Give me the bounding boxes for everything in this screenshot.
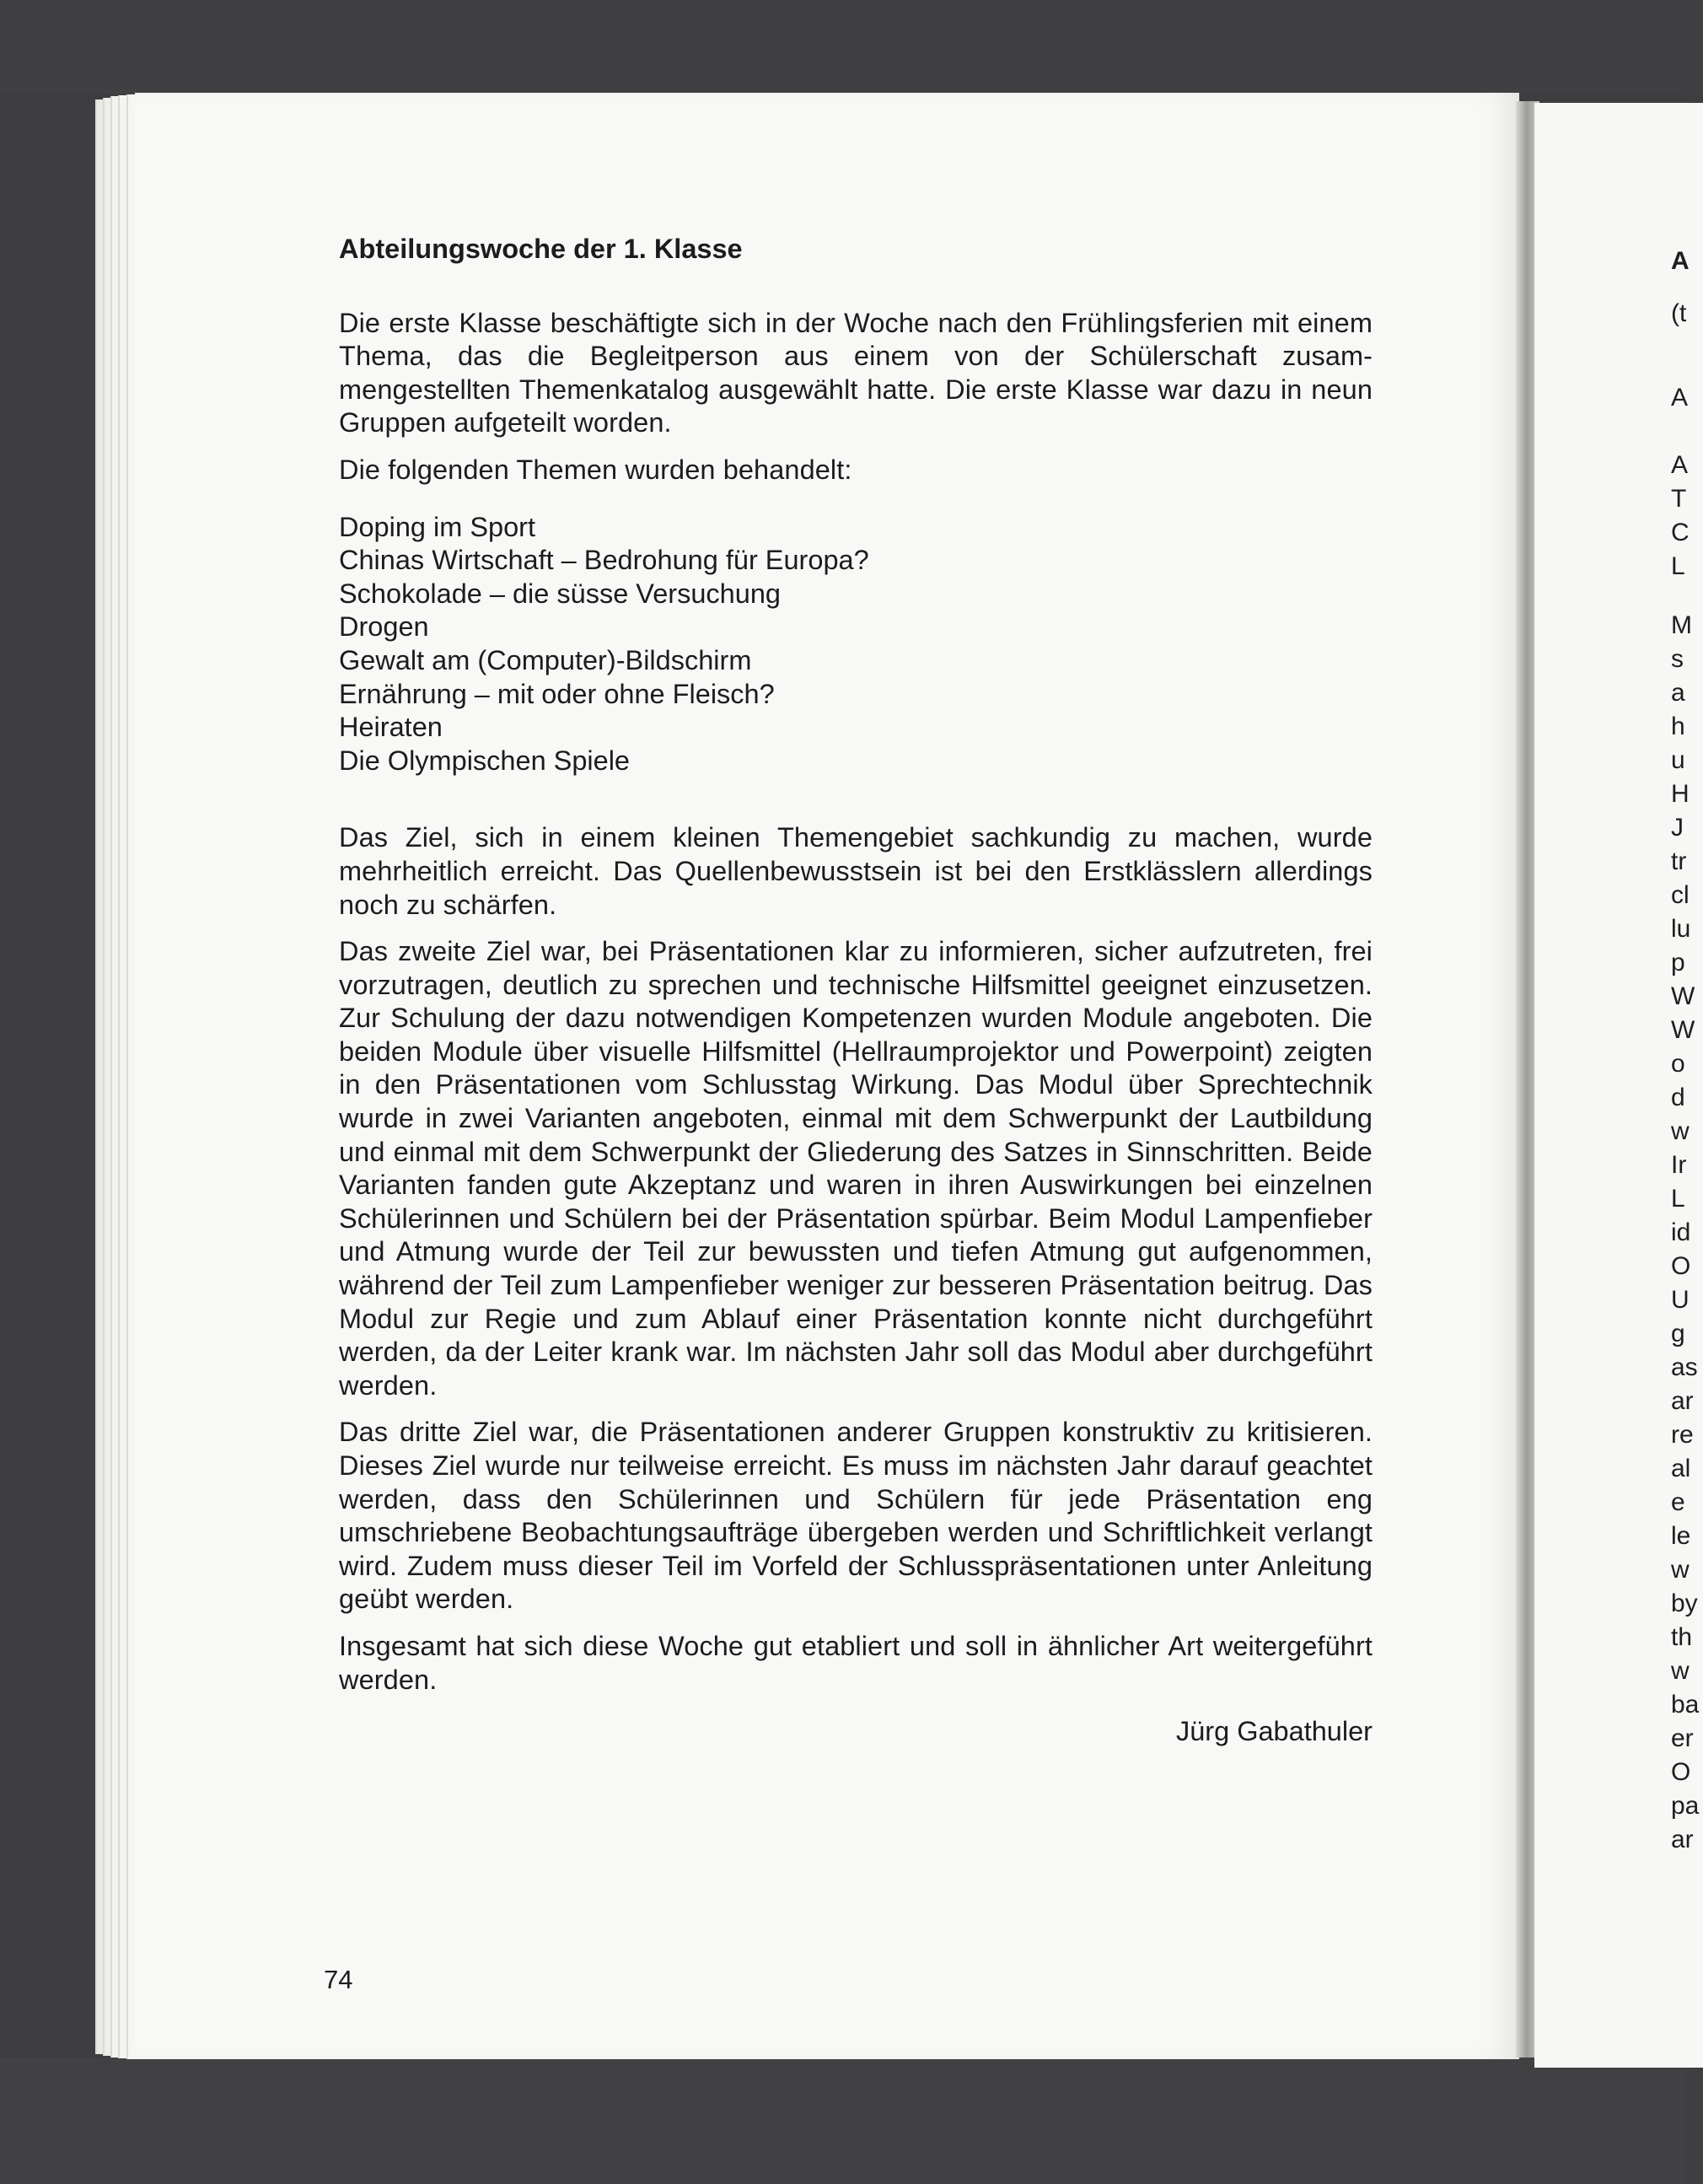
facing-page-fragment: w [1671,1117,1690,1145]
author-signature: Jürg Gabathuler [1175,1716,1373,1747]
facing-page-fragment: e [1671,1488,1685,1516]
facing-page-fragment: er [1671,1724,1694,1752]
topic-item: Heiraten [339,712,443,743]
topic-item: Chinas Wirtschaft – Bedrohung für Europa? [339,545,869,576]
facing-page-fragment: w [1671,1556,1690,1584]
facing-page-fragment: Ir [1671,1151,1687,1179]
facing-page-fragment: lu [1671,915,1691,943]
facing-page-fragment: tr [1671,847,1687,875]
topic-item: Die Olympischen Spiele [339,745,631,776]
topic-item: Gewalt am (Computer)-Bildschirm [339,644,752,675]
facing-page-fragment: H [1671,780,1690,808]
facing-page-fragment: by [1671,1590,1698,1617]
goal2-paragraph: Das zweite Ziel war, bei Präsentationen klar zu informieren, sicher aufzutreten, frei vorzutragen, deutlich zu sprechen und technische Hilfsmittel geeignet einzusetzen. Zur Schulung der dazu notwendigen Kompetenzen wurden Module angeboten. Die beiden Module über visuelle Hilfsmittel (Hellraumprojektor und Powerpoint) zeigten in den Präsentationen vom Schlusstag Wirkung. Das Modul über Sprechtechnik wurde in zwei Varianten angeboten, einmal mit dem Schwerpunkt der Lautbildung und einmal mit dem Schwerpunkt der Gliederung des Satzes in Sinnschritten. Beide Varianten fanden gute Akzeptanz und waren in ihren Auswirkungen bei einzelnen Schülerinnen und Schülern bei der Präsentation spürbar. Beim Modul Lampenfieber und Atmung wurde der Teil zur bewussten und tiefen Atmung gut aufgenommen, während der Teil zum Lampenfieber weniger zur besseren Präsentation beitrug. Das Modul zur Regie und zum Ablauf einer Präsentation konnte nicht durchgeführt werden, da der Leiter krank war. Im nächsten Jahr soll das Modul aber durchgeführt werden. [339,936,1373,1401]
topic-item: Doping im Sport [339,511,536,542]
topic-item: Drogen [339,611,429,643]
topics-intro: Die folgenden Themen wurden behandelt: [339,454,852,485]
conclusion-paragraph: Insgesamt hat sich diese Woche gut etabliert und soll in ähnlicher Art weitergeführt werden. [339,1630,1373,1695]
facing-page-fragment: J [1671,814,1684,842]
goal3-paragraph: Das dritte Ziel war, die Präsentationen anderer Gruppen konstruktiv zu kritisieren. Dieses Ziel wurde nur teilweise erreicht. Es muss im nächsten Jahr darauf geachtet werden, dass den Schülerinnen und Schülern für jede Präsentation eng umschriebene Beobachtungsaufträge übergeben werden und Schriftlichkeit verlangt wird. Zudem muss dieser Teil im Vorfeld der Schlusspräsentationen unter Anleitung geübt werden. [339,1417,1373,1615]
facing-page-fragment: g [1671,1320,1685,1348]
topic-list [339,511,1373,778]
scanner-background-bottom [0,2058,1686,2184]
facing-page-fragment: W [1671,982,1695,1010]
facing-page-fragment: ar [1671,1826,1694,1853]
facing-page-fragment: A [1671,384,1689,412]
goal1-paragraph: Das Ziel, sich in einem kleinen Themengebiet sachkundig zu machen, wurde mehrheitlich erreicht. Das Quellenbewusstsein ist bei den Erstklässlern allerdings noch zu schärfen. [339,822,1373,920]
facing-page-fragment: O [1671,1252,1691,1280]
facing-page-fragment: re [1671,1421,1694,1449]
facing-page-fragment: d [1671,1084,1685,1111]
facing-page-fragment: id [1671,1218,1691,1246]
page-number: 74 [324,1965,353,1994]
facing-page-fragment: O [1671,1758,1691,1786]
facing-page-fragment: T [1671,485,1687,513]
facing-page-fragment: A [1671,247,1690,275]
facing-page-fragment: M [1671,611,1692,639]
article [339,233,1373,1776]
facing-page-fragment: w [1671,1657,1690,1685]
facing-page-fragment: th [1671,1623,1693,1651]
facing-page-fragment: ba [1671,1691,1700,1719]
scanner-background-top [0,0,1686,94]
facing-page-fragment: o [1671,1050,1685,1078]
facing-page-fragment: al [1671,1455,1691,1482]
facing-page-fragment: a [1671,679,1685,707]
topic-item: Ernährung – mit oder ohne Fleisch? [339,678,775,709]
facing-page-fragment: L [1671,1185,1685,1213]
facing-page-fragment: L [1671,552,1685,580]
facing-page-fragment: (t [1671,299,1687,327]
facing-page-fragment: le [1671,1522,1691,1550]
facing-page-fragment: as [1671,1353,1698,1381]
facing-page-fragment: pa [1671,1792,1700,1820]
facing-page-fragment: U [1671,1286,1690,1314]
facing-page-fragment: u [1671,746,1685,774]
intro-paragraph: Die erste Klasse beschäftigte sich in der Woche nach den Frühlingsferien mit einem Thema, das die Begleitperson aus einem von der Schülerschaft zusammengestellten Themenkatalog ausgewählt hatte. Die erste Klasse war dazu in neun Gruppen aufgeteilt worden. [339,307,1373,438]
facing-page-fragment: W [1671,1016,1695,1044]
facing-page-fragment: A [1671,451,1689,479]
facing-page-fragment: p [1671,949,1685,976]
facing-page-fragment: s [1671,645,1684,673]
topic-item: Schokolade – die süsse Versuchung [339,578,781,609]
facing-page-fragment: ar [1671,1387,1694,1415]
article-heading: Abteilungswoche der 1. Klasse [339,234,743,264]
facing-page-fragment: h [1671,713,1685,740]
facing-page-fragment: cl [1671,881,1690,909]
facing-page-fragment: C [1671,519,1690,546]
